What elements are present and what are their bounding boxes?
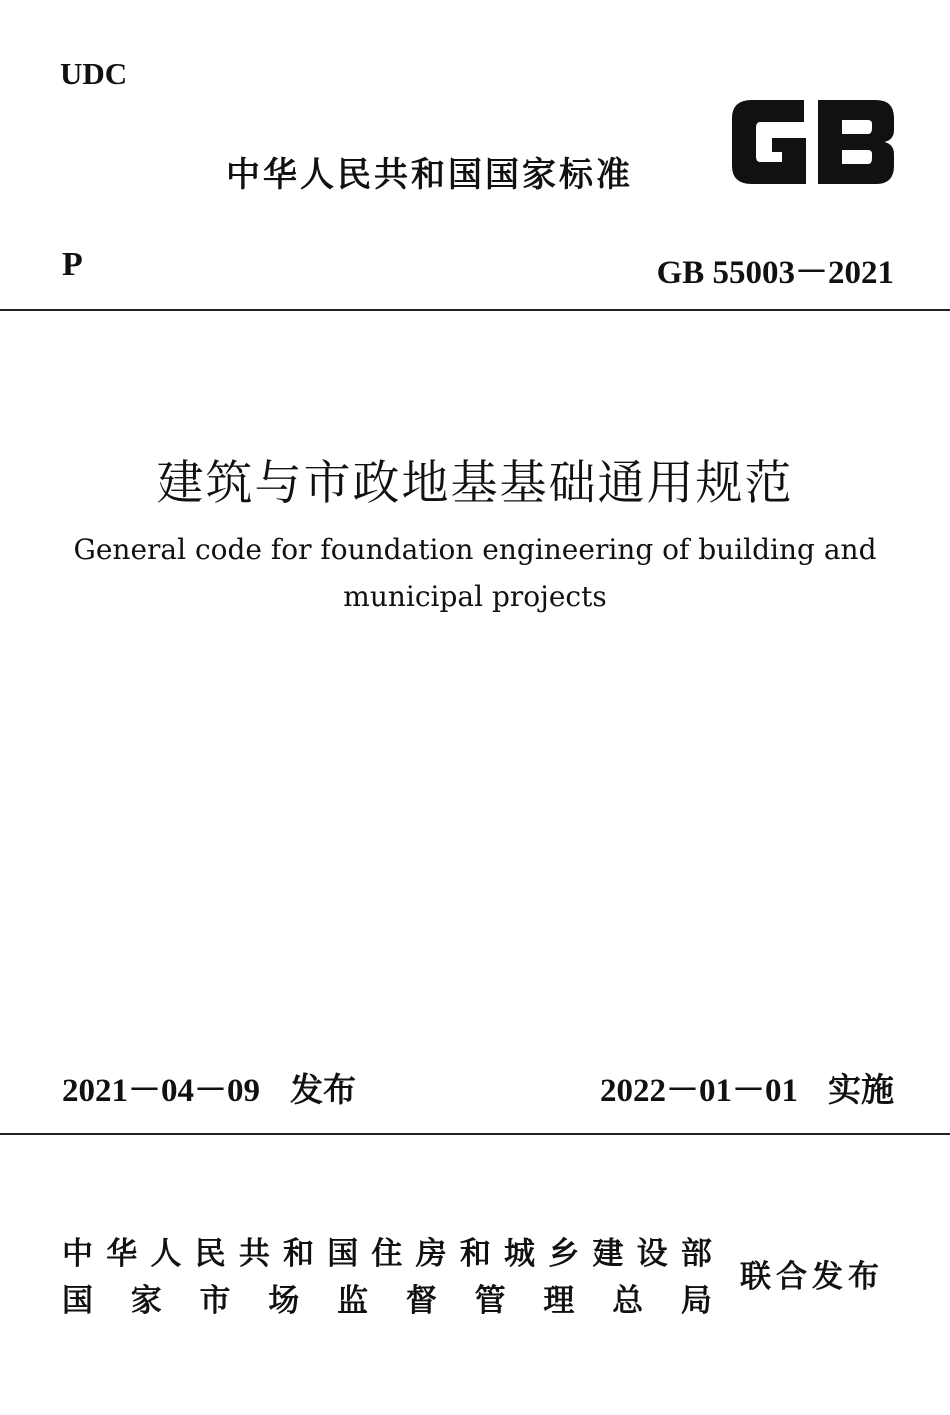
standard-number: GB 55003－2021 — [656, 255, 894, 291]
effective-date-block — [600, 1064, 894, 1111]
publisher-char: 市 — [199, 1283, 231, 1319]
publisher-char: 管 — [474, 1283, 506, 1319]
title-english-line-2: municipal projects — [343, 580, 607, 613]
publisher-char: 理 — [543, 1283, 575, 1319]
publisher-char: 建 — [592, 1236, 624, 1272]
publisher-char: 乡 — [548, 1236, 580, 1272]
title-english — [60, 526, 890, 620]
publisher-char: 城 — [504, 1236, 536, 1272]
top-divider — [0, 309, 950, 311]
category-code: P — [62, 246, 83, 283]
issue-date-block — [62, 1064, 356, 1111]
udc-label: UDC — [60, 56, 128, 91]
publisher-char: 监 — [337, 1283, 369, 1319]
publisher-char: 和 — [283, 1236, 315, 1272]
national-standard-heading: 中华人民共和国国家标准 — [226, 155, 633, 195]
issue-label: 发布 — [290, 1070, 356, 1109]
publisher-char: 房 — [415, 1236, 447, 1272]
publisher-char: 部 — [680, 1236, 712, 1272]
publisher-char: 设 — [636, 1236, 668, 1272]
publisher-char: 华 — [106, 1236, 138, 1272]
publisher-char: 国 — [327, 1236, 359, 1272]
title-english-line-1: General code for foundation engineering of building and — [73, 533, 877, 566]
publisher-ministry — [62, 1228, 712, 1273]
publisher-char: 国 — [62, 1283, 93, 1319]
title-chinese: 建筑与市政地基基础通用规范 — [156, 456, 794, 511]
publisher-char: 场 — [268, 1283, 300, 1319]
gb-logo — [726, 96, 898, 188]
bottom-divider — [0, 1133, 950, 1135]
joint-issue-label: 联合发布 — [740, 1259, 884, 1295]
publisher-char: 民 — [194, 1236, 226, 1272]
publisher-char: 共 — [238, 1236, 270, 1272]
publisher-char: 人 — [150, 1236, 182, 1272]
publisher-char: 家 — [130, 1283, 162, 1319]
publisher-char: 和 — [459, 1236, 491, 1272]
issue-date: 2021－04－09 — [62, 1073, 260, 1109]
publisher-char: 局 — [680, 1283, 712, 1319]
publisher-char: 住 — [371, 1236, 403, 1272]
publisher-char: 督 — [405, 1283, 437, 1319]
effective-date: 2022－01－01 — [600, 1073, 798, 1109]
publisher-market-administration — [62, 1275, 712, 1320]
publisher-char: 总 — [612, 1283, 644, 1319]
publisher-char: 中 — [62, 1236, 93, 1272]
effective-label: 实施 — [828, 1070, 894, 1109]
